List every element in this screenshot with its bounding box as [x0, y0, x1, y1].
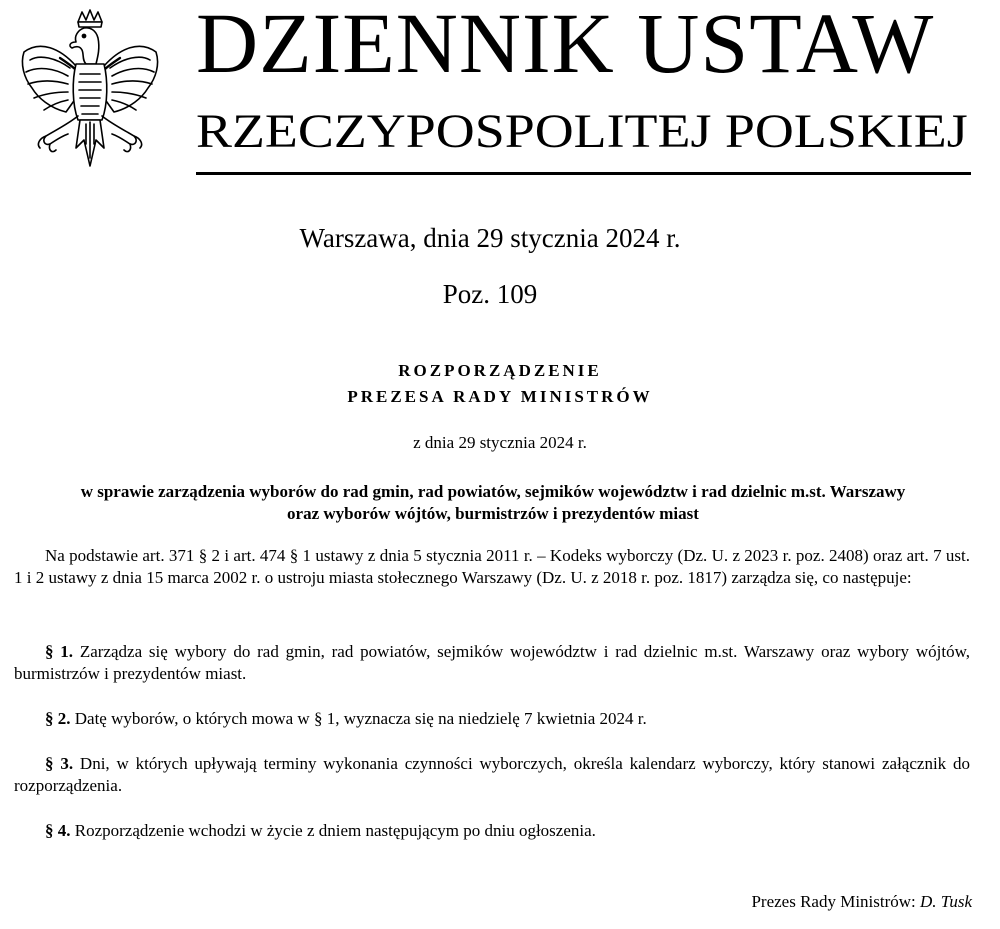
polish-eagle-emblem-icon — [10, 8, 170, 173]
issue-position: Poz. 109 — [442, 279, 538, 309]
act-subject-line-2: oraz wyborów wójtów, burmistrzów i prezydentów miast — [287, 504, 699, 523]
signature — [751, 891, 972, 913]
act-issuer-heading: PREZESA RADY MINISTRÓW — [347, 387, 653, 406]
act-subject — [14, 481, 972, 525]
section-3-text: Dni, w których upływają terminy wykonania czynności wyborczych, określa kalendarz wyborczy, który stanowi załącznik do rozporządzenia. — [14, 754, 971, 795]
signature-role: Prezes Rady Ministrów: — [751, 892, 921, 911]
section-3-paragraph — [14, 753, 970, 797]
signature-name: D. Tusk — [920, 892, 972, 911]
masthead-divider — [196, 172, 971, 175]
section-4-label: § 4. — [45, 821, 71, 840]
section-3-label: § 3. — [45, 754, 74, 773]
masthead-title: DZIENNIK USTAW — [196, 0, 935, 91]
section-1-text: Zarządza się wybory do rad gmin, rad powiatów, sejmików województw i rad dzielnic m.st. Warszawy oraz wybory wójtów, burmistrzów i prezydentów miast. — [14, 642, 971, 683]
section-2-paragraph — [14, 708, 970, 730]
section-4-text: Rozporządzenie wchodzi w życie z dniem następującym po dniu ogłoszenia. — [70, 821, 596, 840]
section-1-paragraph — [14, 641, 970, 685]
section-2-text: Datę wyborów, o których mowa w § 1, wyznacza się na niedzielę 7 kwietnia 2024 r. — [70, 709, 647, 728]
legal-basis-paragraph: Na podstawie art. 371 § 2 i art. 474 § 1 ustawy z dnia 5 stycznia 2011 r. – Kodeks wyborczy (Dz. U. z 2023 r. poz. 2408) oraz art. 7 ust. 1 i 2 ustawy z dnia 15 marca 2002 r. o ustroju miasta stołecznego Warszawy (Dz. U. z 2018 r. poz. 1817) zarządza się, co następuje: — [14, 546, 970, 587]
section-2-label: § 2. — [45, 709, 71, 728]
issue-place-date: Warszawa, dnia 29 stycznia 2024 r. — [299, 223, 681, 253]
act-date: z dnia 29 stycznia 2024 r. — [413, 433, 587, 452]
act-subject-line-1: w sprawie zarządzenia wyborów do rad gmin, rad powiatów, sejmików województw i rad dzielnic m.st. Warszawy — [80, 482, 906, 501]
act-type-heading: ROZPORZĄDZENIE — [398, 361, 602, 380]
section-4-paragraph — [14, 820, 970, 842]
masthead-subtitle: RZECZYPOSPOLITEJ POLSKIEJ — [196, 105, 968, 158]
section-1-label: § 1. — [45, 642, 74, 661]
